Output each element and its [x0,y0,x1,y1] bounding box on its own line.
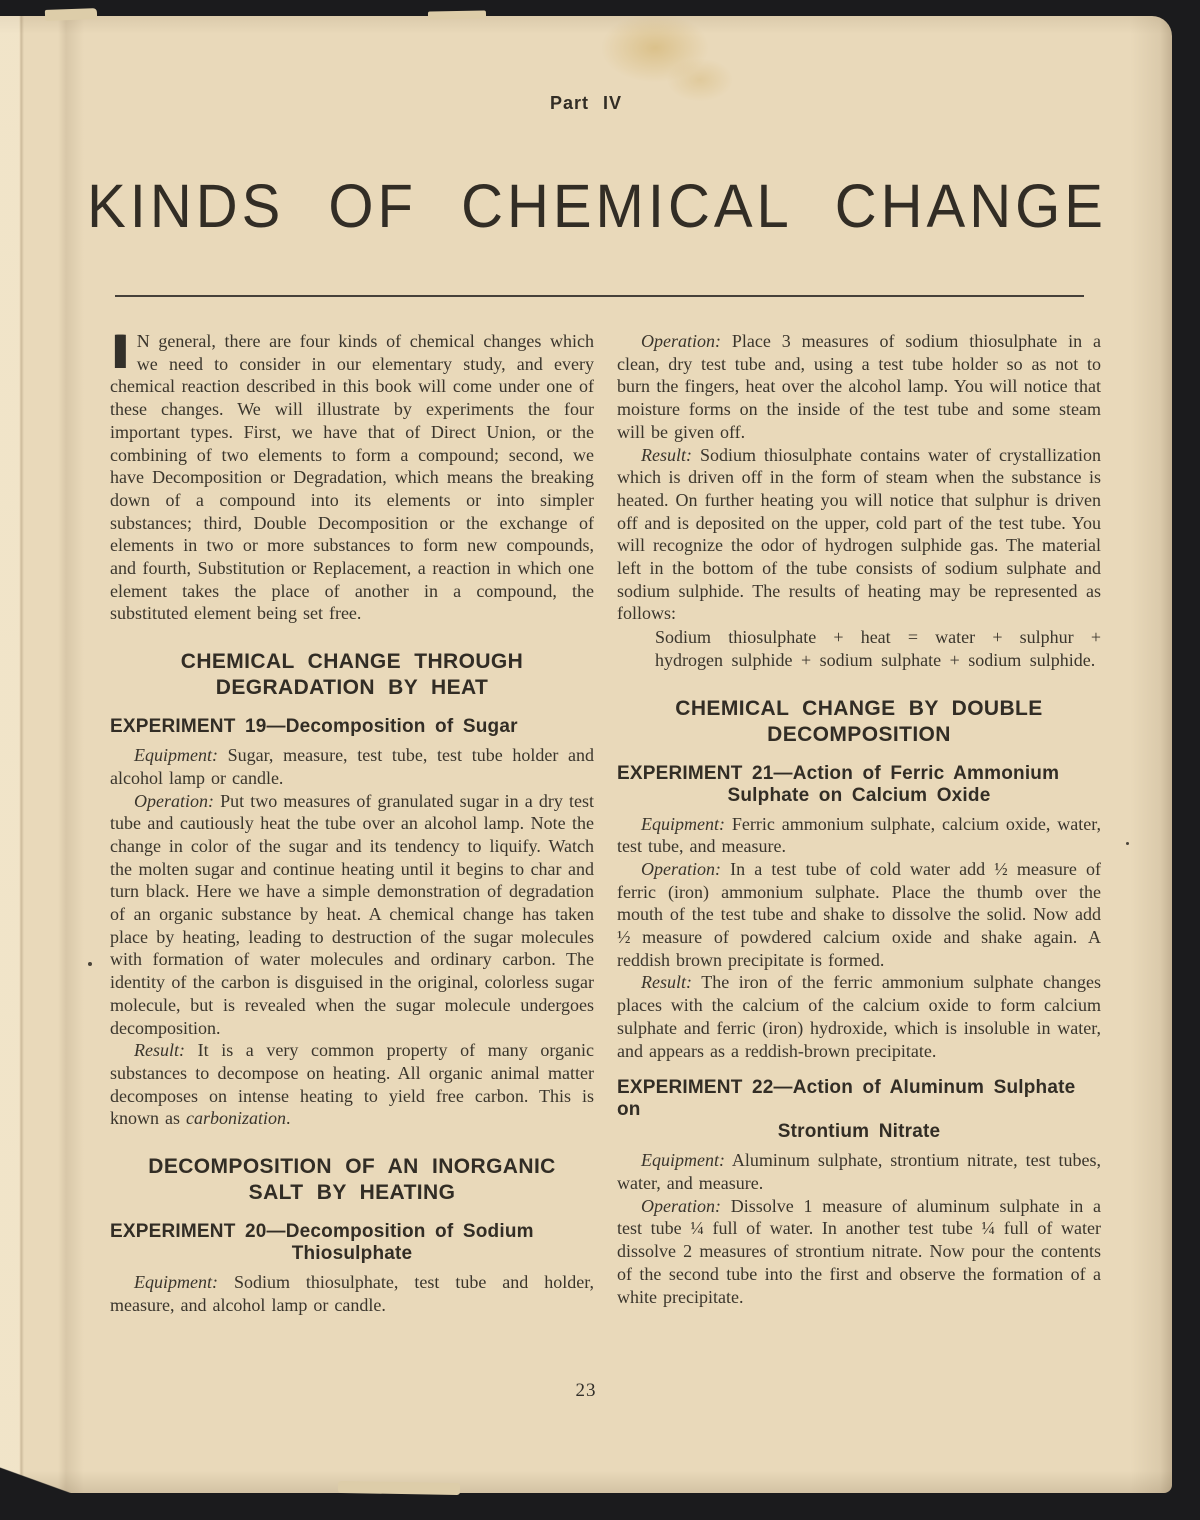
section-heading: DECOMPOSITION OF AN INORGANIC SALT BY HEATING [148,1155,556,1205]
body-paragraph: Result: Sodium thiosulphate contains water of crystallization which is driven off in the form of steam when the substance is heated. On further heating you will notice that sulphur is driven off and is deposited on the upper, cold part of the test tube. You will recognize the odor of hydrogen sulphide gas. The material left in the bottom of the tube consists of sodium sulphate and sodium sulphide. The results of heating may be represented as follows: [617,444,1101,624]
column-right [617,330,1101,1308]
book-page [0,16,1172,1493]
chemical-equation: Sodium thiosulphate + heat = water + sulphur + hydrogen sulphide + sodium sulphate + sodium sulphide. [655,627,1101,670]
torn-paper-chip [428,10,486,19]
body-paragraph: Operation: In a test tube of cold water add ½ measure of ferric (iron) ammonium sulphate. Place the thumb over the mouth of the test tube and shake to dissolve the solid. Now add ½ measure of powdered calcium oxide and shake again. A reddish brown precipitate is formed. [617,858,1101,970]
experiment-heading: EXPERIMENT 21—Action of Ferric Ammonium Sulphate on Calcium Oxide [617,762,1060,806]
dust-speck [1126,842,1129,845]
torn-paper-chip [45,8,97,21]
body-paragraph: Operation: Place 3 measures of sodium thiosulphate in a clean, dry test tube and, using a test tube holder so as not to burn the fingers, heat over the alcohol lamp. You will notice that moisture forms on the inside of the test tube and some steam will be given off. [617,331,1101,442]
body-paragraph: Equipment: Sodium thiosulphate, test tube and holder, measure, and alcohol lamp or candle. [110,1272,594,1315]
page-corner-shadow [0,1467,72,1493]
torn-paper-chip [338,1481,460,1495]
intro-paragraph: I N general, there are four kinds of chemical changes which we need to consider in our elementary study, and every chemical reaction described in this book will come under one of these changes. We will illustrate by experiments the four important types. First, we have that of Direct Union, or the combining of two elements to form a compound; second, we have Decomposition or Degradation, which means the breaking down of a compound into its elements or into simpler substances; third, Double Decomposition or the exchange of elements in two or more substances to form new compounds, and fourth, Substitution or Replacement, a reaction in which one element takes the place of another in a compound, the substituted element being set free. [110,326,594,624]
dust-speck [88,962,92,966]
body-paragraph: Operation: Put two measures of granulated sugar in a dry test tube and cautiously heat the tube over an alcohol lamp. Note the change in color of the sugar and its tendency to liquify. Watch the molten sugar and continue heating until it begins to char and turn black. Here we have a simple demonstration of degradation of an organic substance by heat. A chemical change has taken place by heating, leading to destruction of the sugar molecules with formation of water molecules and ordinary carbon. The identity of the carbon is disguised in the original, colorless sugar molecule, but is revealed when the sugar molecule undergoes decomposition. [110,790,594,1038]
body-paragraph: Equipment: Ferric ammonium sulphate, calcium oxide, water, test tube, and measure. [617,813,1101,857]
drop-cap: I [112,326,129,379]
section-heading: CHEMICAL CHANGE THROUGH DEGRADATION BY HEAT [180,650,524,700]
experiment-heading: EXPERIMENT 19—Decomposition of Sugar [110,716,518,738]
body-paragraph: Result: It is a very common property of many organic substances to decompose on heating. All organic animal matter decomposes on intense heating to yield free carbon. This is known as carbonization. [110,1040,594,1129]
body-paragraph: Equipment: Aluminum sulphate, strontium nitrate, test tubes, water, and measure. [617,1150,1101,1193]
body-paragraph: Result: The iron of the ferric ammonium sulphate changes places with the calcium of the calcium oxide to form calcium sulphate and ferric (iron) hydroxide, which is insoluble in water, and appears as a reddish-brown precipitate. [617,972,1101,1061]
experiment-heading: EXPERIMENT 22—Action of Aluminum Sulphate on Strontium Nitrate [617,1077,1076,1143]
part-label: Part IV [549,93,623,113]
body-paragraph: Equipment: Sugar, measure, test tube, test tube holder and alcohol lamp or candle. [110,745,594,788]
divider-rule [115,295,1084,297]
experiment-heading: EXPERIMENT 20—Decomposition of Sodium Thiosulphate [110,1221,534,1265]
section-heading: CHEMICAL CHANGE BY DOUBLE DECOMPOSITION [675,696,1043,746]
column-left [110,326,594,1317]
page-title: KINDS OF CHEMICAL CHANGE [87,171,1107,241]
page-number: 23 [575,1380,597,1401]
body-paragraph: Operation: Dissolve 1 measure of aluminum sulphate in a test tube ¼ full of water. In another test tube ¼ full of water dissolve 2 measures of strontium nitrate. Now pour the contents of the second tube into the first and observe the formation of a white precipitate. [617,1195,1101,1307]
